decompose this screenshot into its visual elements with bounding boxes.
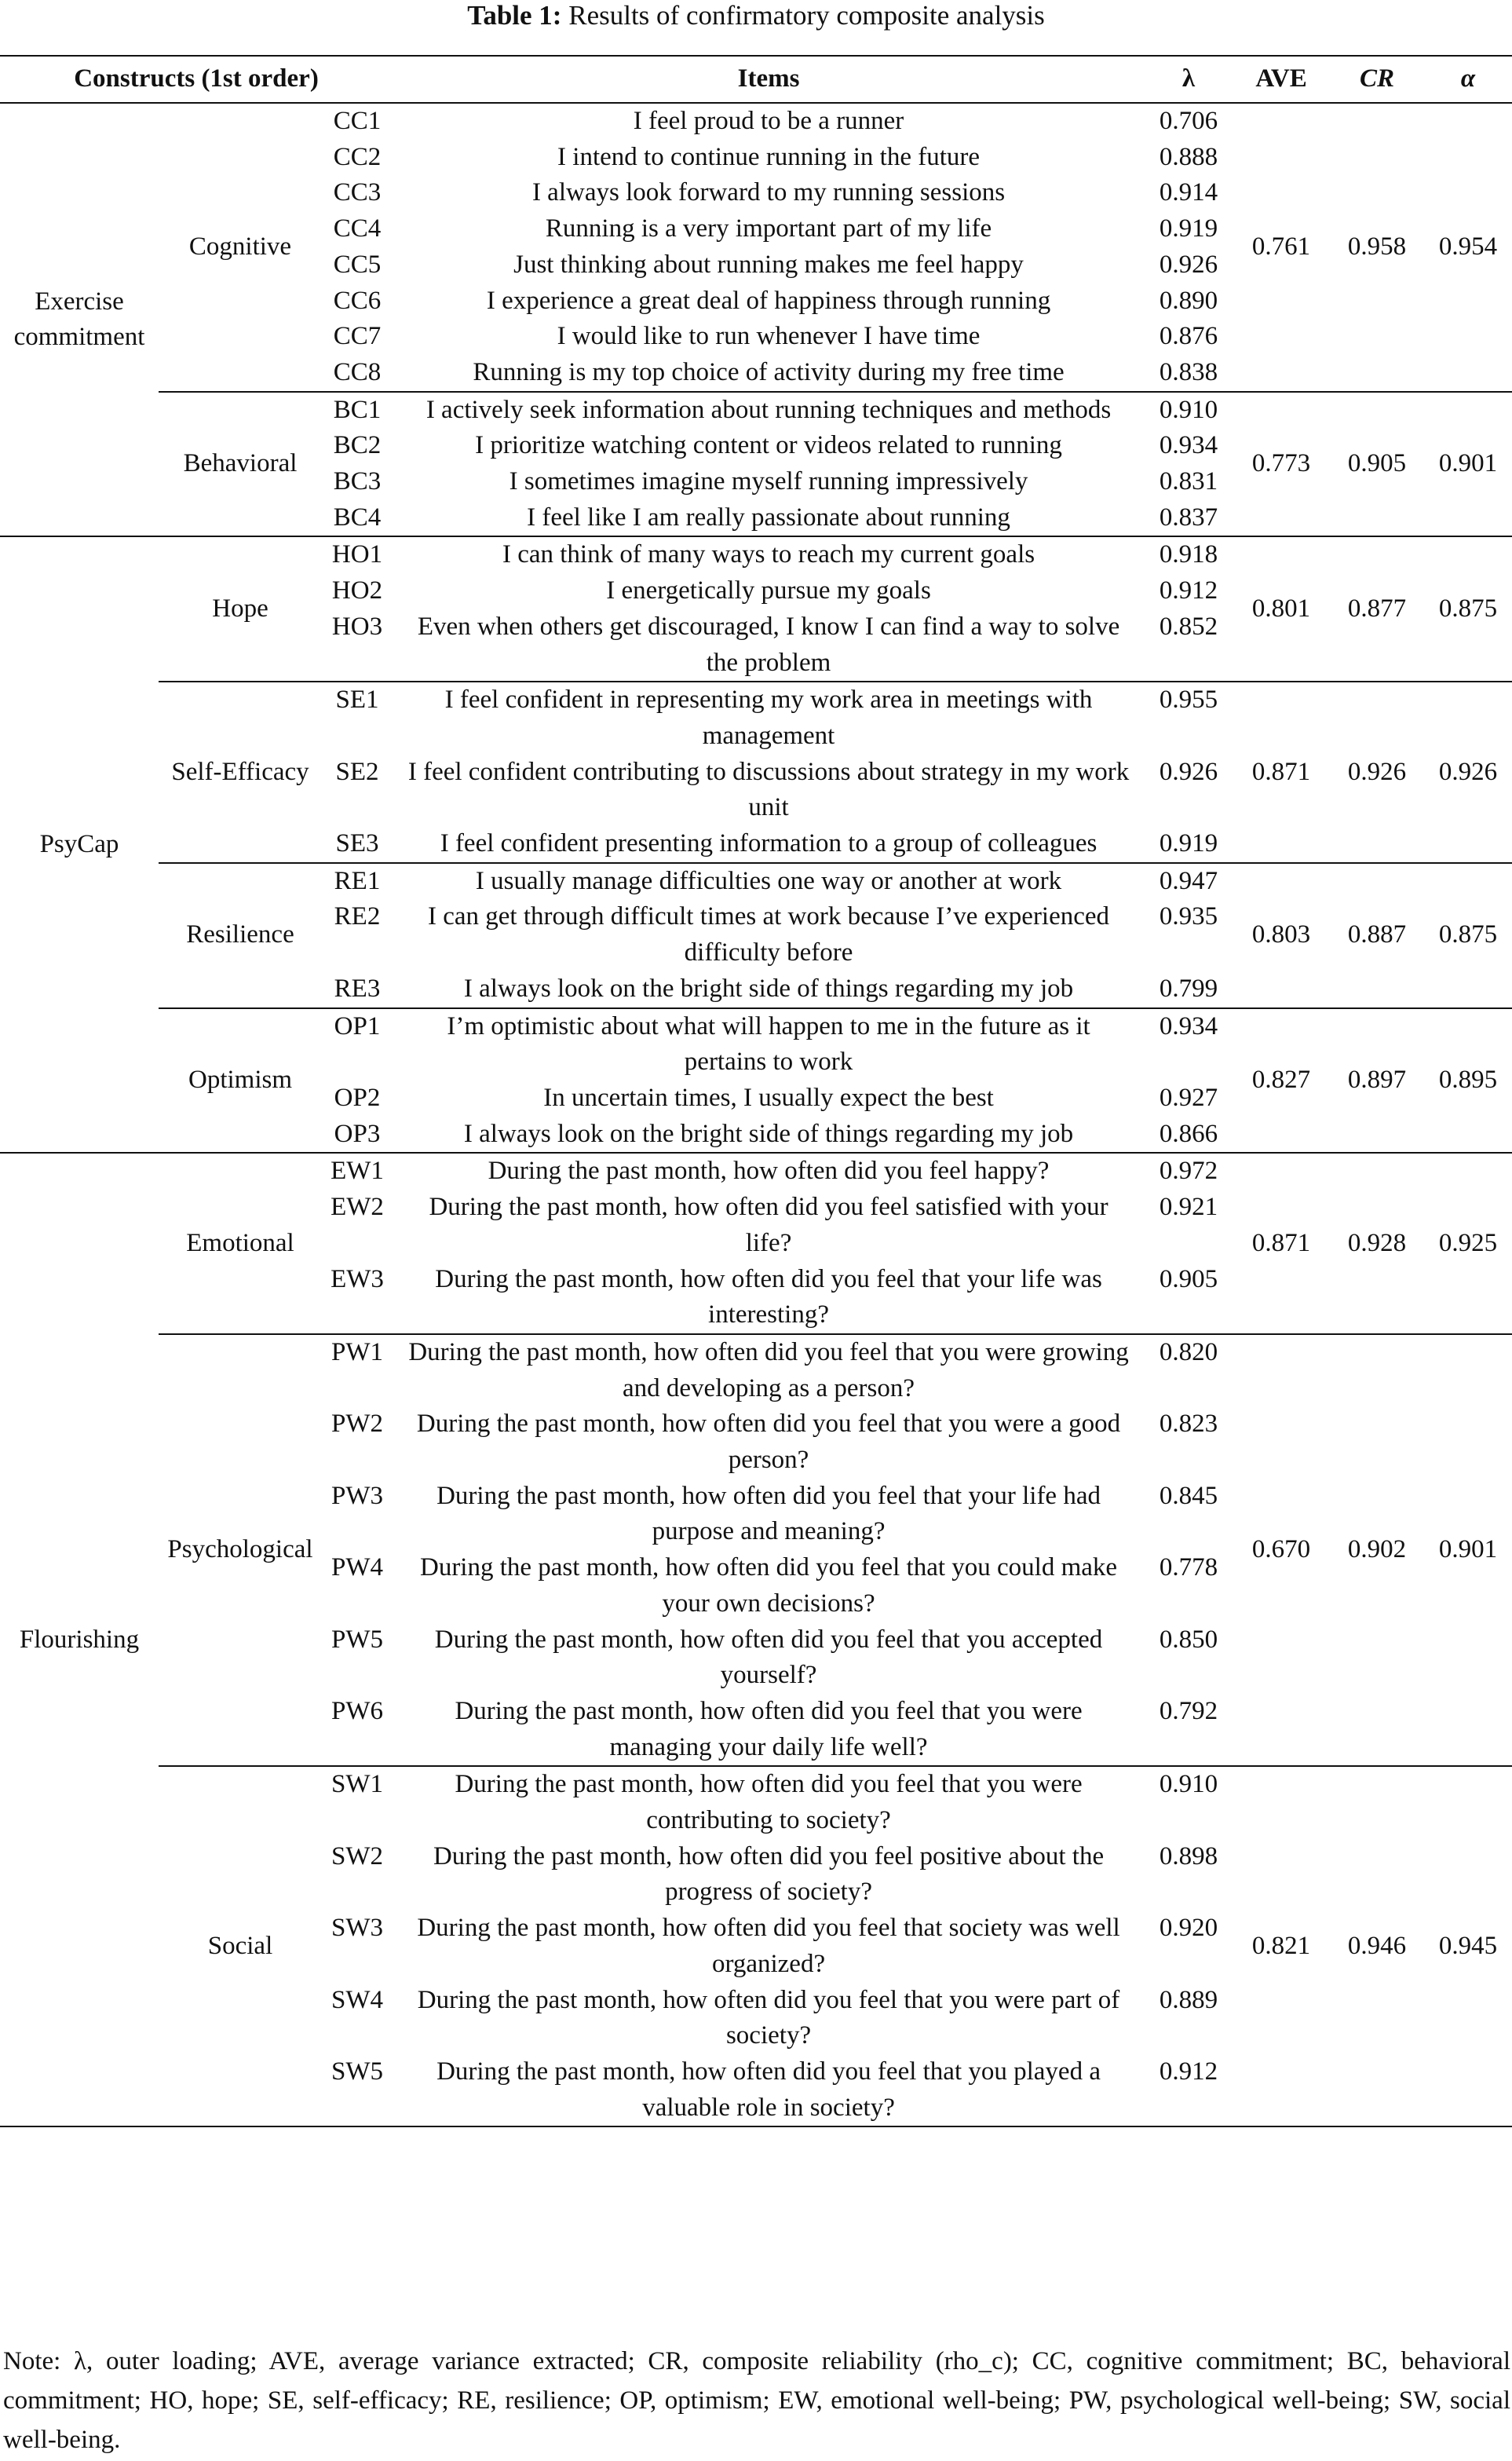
table-row [0,863,1512,900]
construct-ave: 0.761 [1251,232,1311,261]
item-loading: 0.920 [1159,1914,1218,1943]
item-text: Even when others get discouraged, I know I can find a way to solve the problem [417,612,1120,677]
construct-name: Self-Efficacy [159,682,322,863]
item-loading: 0.845 [1159,1481,1218,1510]
item-code: PW4 [331,1553,384,1582]
item-loading: 0.934 [1145,1008,1233,1081]
item-code: EW3 [331,1264,384,1293]
item-loading: 0.927 [1159,1083,1218,1112]
construct-alpha: 0.954 [1438,232,1498,261]
construct-ave: 0.871 [1233,1153,1330,1334]
construct-cr: 0.877 [1330,536,1424,682]
item-text: During the past month, how often did you feel that your life was interesting? [435,1264,1102,1329]
item-code: SW4 [331,1985,384,2014]
item-text: I energetically pursue my goals [606,576,931,605]
item-text: I feel confident contributing to discussions about strategy in my work unit [407,757,1130,822]
construct-ave: 0.821 [1233,1766,1330,2126]
item-text: I experience a great deal of happiness through running [486,286,1051,315]
item-loading: 0.890 [1159,286,1218,315]
construct-name: Social [159,1766,322,2126]
item-code: BC3 [333,467,382,496]
construct-cr: 0.902 [1330,1334,1424,1766]
construct-ave: 0.827 [1233,1008,1330,1154]
item-code: SW5 [322,2054,393,2126]
construct-name: Emotional [159,1153,322,1334]
header-alpha: α [1424,56,1512,103]
group-name: Exercise commitment [13,287,145,352]
item-text: During the past month, how often did you feel that you were managing your daily life well? [455,1696,1083,1761]
table-row [0,1334,1512,1406]
item-code: CC5 [333,250,382,279]
table-caption [0,0,1512,35]
cca-results-table [0,55,1512,2127]
construct-cr: 0.905 [1330,392,1424,537]
item-code: CC8 [333,357,382,386]
item-loading: 0.876 [1159,322,1218,351]
item-loading: 0.898 [1159,1841,1218,1870]
item-text: During the past month, how often did you feel that you were a good person? [416,1410,1121,1475]
item-code: SE2 [335,757,379,786]
item-text: I usually manage difficulties one way or another at work [393,863,1145,900]
construct-ave: 0.773 [1233,392,1330,537]
item-loading: 0.852 [1159,612,1218,641]
item-loading: 0.820 [1145,1334,1233,1406]
item-text: During the past month, how often did you feel positive about the progress of society? [433,1841,1105,1907]
item-loading: 0.912 [1145,2054,1233,2126]
item-code: RE2 [334,902,381,931]
item-code: SW2 [331,1841,384,1870]
caption-text: Results of confirmatory composite analysis [568,0,1045,31]
construct-ave: 0.670 [1233,1334,1330,1766]
item-text: I always look forward to my running sessions [531,178,1006,207]
item-text: I actively seek information about running techniques and methods [393,392,1145,429]
construct-cr: 0.897 [1330,1008,1424,1154]
item-loading: 0.910 [1145,1766,1233,1838]
item-text: I sometimes imagine myself running impressively [509,467,1028,496]
construct-name: Behavioral [159,392,322,537]
item-text: During the past month, how often did you feel that you were part of society? [417,1985,1120,2050]
item-text: During the past month, how often did you feel that you played a valuable role in society? [393,2054,1145,2126]
item-loading: 0.926 [1159,250,1218,279]
construct-alpha: 0.875 [1424,536,1512,682]
group-name: PsyCap [0,536,159,1153]
item-text: I would like to run whenever I have time [557,322,981,351]
item-code: SE3 [335,829,379,858]
table-row [0,1008,1512,1081]
header-ave: AVE [1233,56,1330,103]
item-loading: 0.972 [1145,1153,1233,1190]
item-code: HO2 [331,576,383,605]
item-loading: 0.914 [1159,178,1218,207]
table-row [0,682,1512,754]
construct-ave: 0.803 [1233,863,1330,1008]
item-loading: 0.831 [1159,467,1218,496]
item-loading: 0.955 [1145,682,1233,754]
item-code: HO1 [322,536,393,573]
construct-alpha: 0.901 [1424,1334,1512,1766]
item-text: During the past month, how often did you feel happy? [393,1153,1145,1190]
item-loading: 0.910 [1145,392,1233,429]
construct-alpha: 0.895 [1424,1008,1512,1154]
header-cr: CR [1330,56,1424,103]
item-text: During the past month, how often did you feel that you accepted yourself? [434,1625,1103,1690]
header-lambda: λ [1145,56,1233,103]
item-code: BC4 [333,503,382,532]
construct-cr: 0.926 [1330,682,1424,863]
item-code: OP1 [322,1008,393,1081]
item-loading: 0.935 [1159,902,1218,931]
item-code: RE1 [322,863,393,900]
item-text: During the past month, how often did you feel satisfied with your life? [429,1193,1108,1257]
table-row [0,103,1512,140]
item-loading: 0.919 [1159,829,1218,858]
item-code: CC7 [333,322,382,351]
item-text: Running is my top choice of activity during my free time [473,357,1065,386]
item-loading: 0.947 [1145,863,1233,900]
item-loading: 0.912 [1159,576,1218,605]
item-code: CC6 [333,286,382,315]
construct-cr: 0.887 [1330,863,1424,1008]
caption-label: Table 1: [467,0,562,31]
item-code: SW1 [322,1766,393,1838]
item-loading: 0.823 [1159,1410,1218,1439]
item-text: I feel proud to be a runner [633,107,904,135]
header-constructs: Constructs (1st order) [0,56,393,103]
construct-name: Hope [159,536,322,682]
construct-alpha: 0.925 [1424,1153,1512,1334]
item-code: SE1 [322,682,393,754]
table-row [0,1766,1512,1838]
item-loading: 0.838 [1159,357,1218,386]
construct-cr: 0.946 [1330,1766,1424,2126]
item-text: During the past month, how often did you feel that you were contributing to society? [393,1766,1145,1838]
item-text: I intend to continue running in the future [557,142,981,171]
item-loading: 0.905 [1159,1264,1218,1293]
item-loading: 0.918 [1145,536,1233,573]
item-code: PW5 [331,1625,384,1654]
table-row [0,536,1512,573]
item-code: CC3 [333,178,382,207]
item-loading: 0.778 [1159,1553,1218,1582]
construct-alpha: 0.901 [1424,392,1512,537]
item-code: BC1 [322,392,393,429]
item-code: OP2 [334,1083,381,1112]
header-row [0,56,1512,103]
item-text: During the past month, how often did you feel that you could make your own decisions? [419,1553,1118,1618]
item-code: SW3 [331,1914,384,1943]
item-text: I feel confident presenting information to a group of colleagues [440,829,1097,858]
item-code: HO3 [331,612,383,641]
item-text: I’m optimistic about what will happen to me in the future as it pertains to work [393,1008,1145,1081]
item-text: During the past month, how often did you feel that your life had purpose and meaning? [436,1481,1101,1546]
item-text: I feel confident in representing my work area in meetings with management [393,682,1145,754]
construct-cr: 0.928 [1330,1153,1424,1334]
item-text: I can get through difficult times at work because I’ve experienced difficulty before [428,902,1110,967]
construct-name: Optimism [159,1008,322,1154]
item-code: CC4 [333,214,382,243]
construct-name: Cognitive [188,232,292,261]
construct-alpha: 0.926 [1424,682,1512,863]
item-code: CC2 [333,142,382,171]
item-loading: 0.888 [1159,142,1218,171]
item-text: Just thinking about running makes me feel happy [513,250,1024,279]
header-items: Items [393,56,1145,103]
item-loading: 0.792 [1159,1696,1218,1725]
construct-alpha: 0.945 [1424,1766,1512,2126]
item-text: Running is a very important part of my life [545,214,992,243]
item-code: OP3 [334,1119,381,1148]
item-loading: 0.706 [1159,107,1218,135]
item-loading: 0.921 [1159,1193,1218,1222]
item-code: EW2 [331,1193,384,1222]
item-text: I always look on the bright side of things regarding my job [463,1119,1074,1148]
item-text: I can think of many ways to reach my current goals [393,536,1145,573]
table-row [0,1153,1512,1190]
item-text: During the past month, how often did you feel that society was well organized? [417,1914,1120,1978]
item-text: During the past month, how often did you feel that you were growing and developing as a person? [393,1334,1145,1406]
item-code: PW6 [331,1696,384,1725]
table-note: Note: λ, outer loading; AVE, average variance extracted; CR, composite reliability (rho_c); CC, cognitive commitment; BC, behavioral commitment; HO, hope; SE, self-efficacy; RE, resilience; OP, optimism; EW, emotional well-being; PW, psychological well-being; SW, social well-being. [3,2347,1510,2454]
item-code: CC1 [333,107,382,135]
construct-name: Resilience [159,863,322,1008]
table-body [0,103,1512,2126]
item-code: EW1 [322,1153,393,1190]
item-code: RE3 [334,974,381,1003]
item-code: BC2 [333,431,382,460]
item-loading: 0.889 [1159,1985,1218,2014]
item-loading: 0.926 [1159,757,1218,786]
item-loading: 0.866 [1159,1119,1218,1148]
item-code: PW1 [322,1334,393,1406]
item-text: I prioritize watching content or videos related to running [475,431,1062,460]
item-loading: 0.799 [1159,974,1218,1003]
group-name: Flourishing [0,1153,159,2126]
item-loading: 0.850 [1159,1625,1218,1654]
item-text: In uncertain times, I usually expect the best [543,1083,994,1112]
item-text: I feel like I am really passionate about running [527,503,1010,532]
item-loading: 0.934 [1159,431,1218,460]
construct-alpha: 0.875 [1424,863,1512,1008]
item-loading: 0.919 [1159,214,1218,243]
item-loading: 0.837 [1159,503,1218,532]
table-row [0,392,1512,429]
construct-name: Psychological [159,1334,322,1766]
item-code: PW2 [331,1410,384,1439]
construct-ave: 0.801 [1233,536,1330,682]
construct-ave: 0.871 [1233,682,1330,863]
item-code: PW3 [331,1481,384,1510]
item-text: I always look on the bright side of things regarding my job [463,974,1074,1003]
construct-cr: 0.958 [1347,232,1407,261]
